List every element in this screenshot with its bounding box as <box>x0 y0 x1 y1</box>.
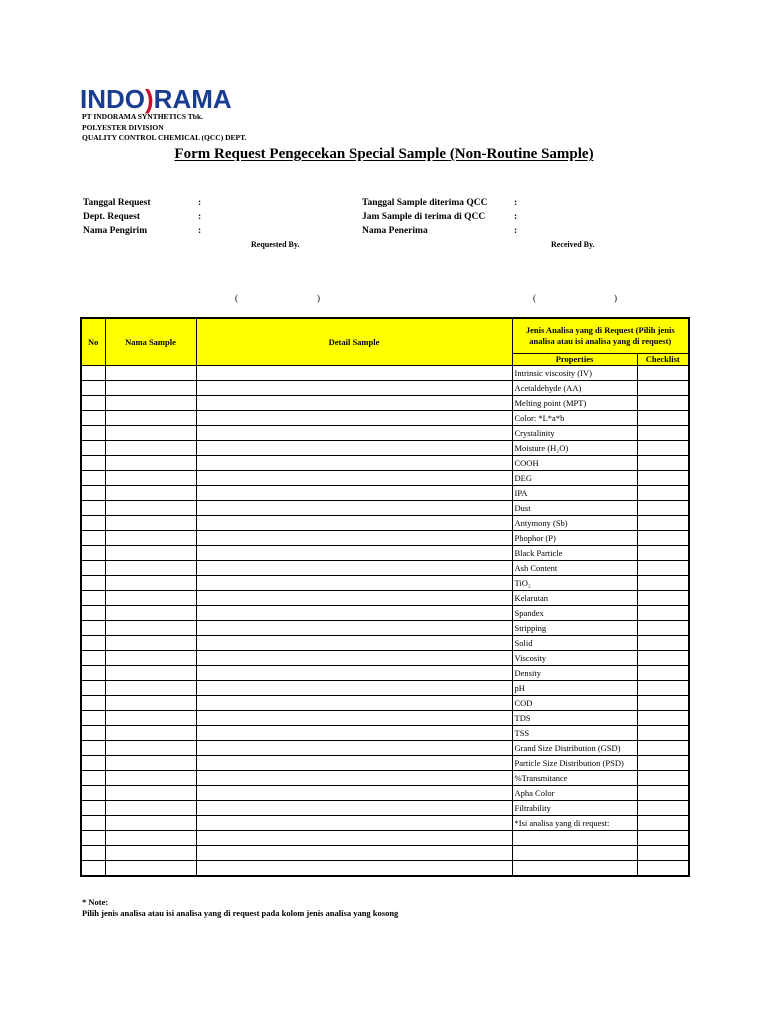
cell-nama-sample[interactable] <box>105 726 196 741</box>
cell-checklist[interactable] <box>637 381 689 396</box>
cell-detail-sample[interactable] <box>196 711 512 726</box>
table-row <box>81 486 689 501</box>
cell-detail-sample[interactable] <box>196 861 512 877</box>
cell-no[interactable] <box>81 816 105 831</box>
cell-checklist[interactable] <box>637 696 689 711</box>
nama-penerima-colon: : <box>514 226 518 236</box>
table-body <box>81 366 689 877</box>
cell-property: Solid <box>512 636 637 651</box>
cell-property: TDS <box>512 711 637 726</box>
cell-no[interactable] <box>81 366 105 381</box>
cell-nama-sample[interactable] <box>105 486 196 501</box>
cell-property: Antymony (Sb) <box>512 516 637 531</box>
cell-property: TSS <box>512 726 637 741</box>
cell-detail-sample[interactable] <box>196 531 512 546</box>
cell-no[interactable] <box>81 501 105 516</box>
table-row <box>81 441 689 456</box>
jam-diterima-label: Jam Sample di terima di QCC <box>362 212 486 222</box>
note-title: * Note: <box>82 897 109 907</box>
cell-no[interactable] <box>81 831 105 846</box>
cell-property: Kelarutan <box>512 591 637 606</box>
cell-nama-sample[interactable] <box>105 696 196 711</box>
cell-no[interactable] <box>81 801 105 816</box>
cell-property: IPA <box>512 486 637 501</box>
cell-no[interactable] <box>81 411 105 426</box>
cell-no[interactable] <box>81 861 105 877</box>
cell-checklist[interactable] <box>637 651 689 666</box>
cell-property: Grand Size Distribution (GSD) <box>512 741 637 756</box>
cell-checklist[interactable] <box>637 831 689 846</box>
cell-no[interactable] <box>81 396 105 411</box>
cell-nama-sample[interactable] <box>105 546 196 561</box>
cell-no[interactable] <box>81 381 105 396</box>
cell-detail-sample[interactable] <box>196 576 512 591</box>
received-sign-close: ) <box>614 293 617 303</box>
cell-checklist[interactable] <box>637 471 689 486</box>
header-detail-sample: Detail Sample <box>196 318 512 366</box>
requested-by-label: Requested By. <box>251 240 300 249</box>
cell-checklist[interactable] <box>637 501 689 516</box>
table-row <box>81 696 689 711</box>
cell-property: Apha Color <box>512 786 637 801</box>
cell-no[interactable] <box>81 546 105 561</box>
received-by-label: Received By. <box>551 240 595 249</box>
cell-no[interactable] <box>81 651 105 666</box>
cell-checklist[interactable] <box>637 366 689 381</box>
tanggal-request-colon: : <box>198 198 202 208</box>
cell-nama-sample[interactable] <box>105 441 196 456</box>
cell-checklist[interactable] <box>637 801 689 816</box>
company-logo <box>80 84 232 115</box>
table-row <box>81 546 689 561</box>
requested-sign-open: ( <box>235 293 238 303</box>
cell-detail-sample[interactable] <box>196 546 512 561</box>
header-jenis-analisa: Jenis Analisa yang di Request (Pilih jenis analisa atau isi analisa yang di request) <box>512 318 689 354</box>
cell-no[interactable] <box>81 771 105 786</box>
cell-detail-sample[interactable] <box>196 501 512 516</box>
cell-checklist[interactable] <box>637 816 689 831</box>
cell-checklist[interactable] <box>637 666 689 681</box>
cell-property <box>512 861 637 877</box>
cell-detail-sample[interactable] <box>196 816 512 831</box>
cell-property: *Isi analisa yang di request: <box>512 816 637 831</box>
cell-nama-sample[interactable] <box>105 471 196 486</box>
cell-detail-sample[interactable] <box>196 666 512 681</box>
logo-text-part2: RAMA <box>153 84 232 114</box>
cell-detail-sample[interactable] <box>196 591 512 606</box>
cell-no[interactable] <box>81 426 105 441</box>
cell-no[interactable] <box>81 696 105 711</box>
cell-property: Viscosity <box>512 651 637 666</box>
cell-nama-sample[interactable] <box>105 411 196 426</box>
cell-checklist[interactable] <box>637 681 689 696</box>
cell-no[interactable] <box>81 471 105 486</box>
nama-pengirim-label: Nama Pengirim <box>83 226 148 236</box>
cell-nama-sample[interactable] <box>105 741 196 756</box>
form-title: Form Request Pengecekan Special Sample (Non-Routine Sample) <box>174 146 594 162</box>
cell-property: Melting point (MPT) <box>512 396 637 411</box>
cell-nama-sample[interactable] <box>105 801 196 816</box>
cell-no[interactable] <box>81 441 105 456</box>
cell-checklist[interactable] <box>637 576 689 591</box>
cell-property: Acetaldehyde (AA) <box>512 381 637 396</box>
table-row <box>81 531 689 546</box>
cell-no[interactable] <box>81 846 105 861</box>
cell-property: COD <box>512 696 637 711</box>
cell-nama-sample[interactable] <box>105 591 196 606</box>
table-row <box>81 831 689 846</box>
tanggal-request-label: Tanggal Request <box>83 198 151 208</box>
cell-no[interactable] <box>81 756 105 771</box>
cell-property: Black Particle <box>512 546 637 561</box>
cell-detail-sample[interactable] <box>196 636 512 651</box>
table-row <box>81 411 689 426</box>
cell-nama-sample[interactable] <box>105 366 196 381</box>
table-row <box>81 666 689 681</box>
cell-nama-sample[interactable] <box>105 381 196 396</box>
cell-nama-sample[interactable] <box>105 576 196 591</box>
cell-checklist[interactable] <box>637 561 689 576</box>
company-dept: QUALITY CONTROL CHEMICAL (QCC) DEPT. <box>82 133 247 142</box>
header-nama-sample: Nama Sample <box>105 318 196 366</box>
cell-checklist[interactable] <box>637 771 689 786</box>
cell-checklist[interactable] <box>637 786 689 801</box>
table-row <box>81 471 689 486</box>
table-row <box>81 816 689 831</box>
table-row <box>81 861 689 877</box>
cell-checklist[interactable] <box>637 486 689 501</box>
cell-detail-sample[interactable] <box>196 696 512 711</box>
cell-detail-sample[interactable] <box>196 801 512 816</box>
cell-no[interactable] <box>81 636 105 651</box>
cell-nama-sample[interactable] <box>105 816 196 831</box>
table-row <box>81 591 689 606</box>
dept-request-label: Dept. Request <box>83 212 140 222</box>
cell-detail-sample[interactable] <box>196 786 512 801</box>
cell-property: TiO₂ <box>512 576 637 591</box>
cell-property: Crystalinity <box>512 426 637 441</box>
cell-property: Dust <box>512 501 637 516</box>
cell-property: COOH <box>512 456 637 471</box>
cell-nama-sample[interactable] <box>105 681 196 696</box>
cell-property: Particle Size Distribution (PSD) <box>512 756 637 771</box>
table-row <box>81 711 689 726</box>
cell-detail-sample[interactable] <box>196 771 512 786</box>
table-row <box>81 846 689 861</box>
note-text: Pilih jenis analisa atau isi analisa yang di request pada kolom jenis analisa yang kosong <box>82 908 399 918</box>
cell-checklist[interactable] <box>637 546 689 561</box>
table-row <box>81 636 689 651</box>
sample-request-table <box>80 317 690 877</box>
cell-checklist[interactable] <box>637 441 689 456</box>
cell-detail-sample[interactable] <box>196 606 512 621</box>
cell-checklist[interactable] <box>637 591 689 606</box>
cell-checklist[interactable] <box>637 726 689 741</box>
requested-sign-close: ) <box>317 293 320 303</box>
cell-detail-sample[interactable] <box>196 366 512 381</box>
table-row <box>81 366 689 381</box>
nama-pengirim-colon: : <box>198 226 202 236</box>
cell-checklist[interactable] <box>637 411 689 426</box>
cell-property: Phophor (P) <box>512 531 637 546</box>
cell-checklist[interactable] <box>637 846 689 861</box>
cell-nama-sample[interactable] <box>105 756 196 771</box>
cell-detail-sample[interactable] <box>196 846 512 861</box>
table-row <box>81 771 689 786</box>
logo-swoosh-icon: ) <box>145 84 154 114</box>
cell-checklist[interactable] <box>637 606 689 621</box>
cell-checklist[interactable] <box>637 396 689 411</box>
cell-detail-sample[interactable] <box>196 651 512 666</box>
table-row <box>81 501 689 516</box>
header-no: No <box>81 318 105 366</box>
jam-diterima-colon: : <box>514 212 518 222</box>
note-block <box>82 897 398 919</box>
cell-checklist[interactable] <box>637 711 689 726</box>
cell-nama-sample[interactable] <box>105 861 196 877</box>
cell-nama-sample[interactable] <box>105 846 196 861</box>
cell-nama-sample[interactable] <box>105 456 196 471</box>
cell-property: Filtrability <box>512 801 637 816</box>
cell-nama-sample[interactable] <box>105 651 196 666</box>
cell-no[interactable] <box>81 516 105 531</box>
nama-penerima-label: Nama Penerima <box>362 226 428 236</box>
cell-property: Intrinsic viscosity (IV) <box>512 366 637 381</box>
cell-property <box>512 846 637 861</box>
cell-detail-sample[interactable] <box>196 516 512 531</box>
company-name: PT INDORAMA SYNTHETICS Tbk. <box>82 112 204 121</box>
table-row <box>81 726 689 741</box>
cell-nama-sample[interactable] <box>105 711 196 726</box>
cell-property: DEG <box>512 471 637 486</box>
cell-nama-sample[interactable] <box>105 666 196 681</box>
cell-nama-sample[interactable] <box>105 516 196 531</box>
cell-no[interactable] <box>81 741 105 756</box>
cell-detail-sample[interactable] <box>196 441 512 456</box>
cell-nama-sample[interactable] <box>105 831 196 846</box>
cell-detail-sample[interactable] <box>196 756 512 771</box>
table-row <box>81 756 689 771</box>
tanggal-diterima-colon: : <box>514 198 518 208</box>
table-row <box>81 516 689 531</box>
cell-no[interactable] <box>81 786 105 801</box>
logo-text-part1: INDO <box>80 84 145 114</box>
cell-checklist[interactable] <box>637 426 689 441</box>
tanggal-diterima-label: Tanggal Sample diterima QCC <box>362 198 488 208</box>
cell-nama-sample[interactable] <box>105 786 196 801</box>
table-row <box>81 621 689 636</box>
cell-no[interactable] <box>81 486 105 501</box>
cell-nama-sample[interactable] <box>105 621 196 636</box>
cell-property: Density <box>512 666 637 681</box>
dept-request-colon: : <box>198 212 202 222</box>
cell-no[interactable] <box>81 711 105 726</box>
header-properties: Properties <box>512 354 637 366</box>
cell-detail-sample[interactable] <box>196 456 512 471</box>
cell-property <box>512 831 637 846</box>
cell-property: %Transmitance <box>512 771 637 786</box>
cell-no[interactable] <box>81 456 105 471</box>
cell-no[interactable] <box>81 531 105 546</box>
header-checklist: Checklist <box>637 354 689 366</box>
cell-property: Spandex <box>512 606 637 621</box>
cell-property: Moisture (H₂O) <box>512 441 637 456</box>
cell-detail-sample[interactable] <box>196 396 512 411</box>
company-info <box>82 112 246 144</box>
cell-property: Color: *L*a*b <box>512 411 637 426</box>
cell-nama-sample[interactable] <box>105 396 196 411</box>
cell-nama-sample[interactable] <box>105 771 196 786</box>
cell-nama-sample[interactable] <box>105 426 196 441</box>
cell-no[interactable] <box>81 726 105 741</box>
table-row <box>81 606 689 621</box>
table-row <box>81 381 689 396</box>
table-row <box>81 396 689 411</box>
cell-nama-sample[interactable] <box>105 501 196 516</box>
cell-property: Stripping <box>512 621 637 636</box>
company-division: POLYESTER DIVISION <box>82 122 164 132</box>
cell-detail-sample[interactable] <box>196 486 512 501</box>
cell-detail-sample[interactable] <box>196 426 512 441</box>
table-row <box>81 456 689 471</box>
cell-detail-sample[interactable] <box>196 831 512 846</box>
cell-nama-sample[interactable] <box>105 561 196 576</box>
table-row <box>81 426 689 441</box>
cell-detail-sample[interactable] <box>196 411 512 426</box>
cell-no[interactable] <box>81 681 105 696</box>
cell-nama-sample[interactable] <box>105 531 196 546</box>
table-row <box>81 561 689 576</box>
cell-detail-sample[interactable] <box>196 621 512 636</box>
cell-detail-sample[interactable] <box>196 561 512 576</box>
cell-checklist[interactable] <box>637 456 689 471</box>
received-sign-open: ( <box>533 293 536 303</box>
table-row <box>81 801 689 816</box>
cell-no[interactable] <box>81 591 105 606</box>
cell-no[interactable] <box>81 606 105 621</box>
cell-no[interactable] <box>81 621 105 636</box>
cell-checklist[interactable] <box>637 636 689 651</box>
cell-checklist[interactable] <box>637 756 689 771</box>
cell-checklist[interactable] <box>637 516 689 531</box>
cell-detail-sample[interactable] <box>196 726 512 741</box>
cell-no[interactable] <box>81 576 105 591</box>
cell-property: pH <box>512 681 637 696</box>
table-row <box>81 741 689 756</box>
cell-nama-sample[interactable] <box>105 606 196 621</box>
cell-detail-sample[interactable] <box>196 681 512 696</box>
cell-detail-sample[interactable] <box>196 381 512 396</box>
table-row <box>81 681 689 696</box>
cell-nama-sample[interactable] <box>105 636 196 651</box>
cell-property: Ash Content <box>512 561 637 576</box>
table-row <box>81 651 689 666</box>
cell-checklist[interactable] <box>637 741 689 756</box>
table-row <box>81 786 689 801</box>
cell-checklist[interactable] <box>637 861 689 877</box>
cell-detail-sample[interactable] <box>196 471 512 486</box>
table-row <box>81 576 689 591</box>
cell-no[interactable] <box>81 666 105 681</box>
cell-checklist[interactable] <box>637 531 689 546</box>
cell-no[interactable] <box>81 561 105 576</box>
cell-checklist[interactable] <box>637 621 689 636</box>
cell-detail-sample[interactable] <box>196 741 512 756</box>
